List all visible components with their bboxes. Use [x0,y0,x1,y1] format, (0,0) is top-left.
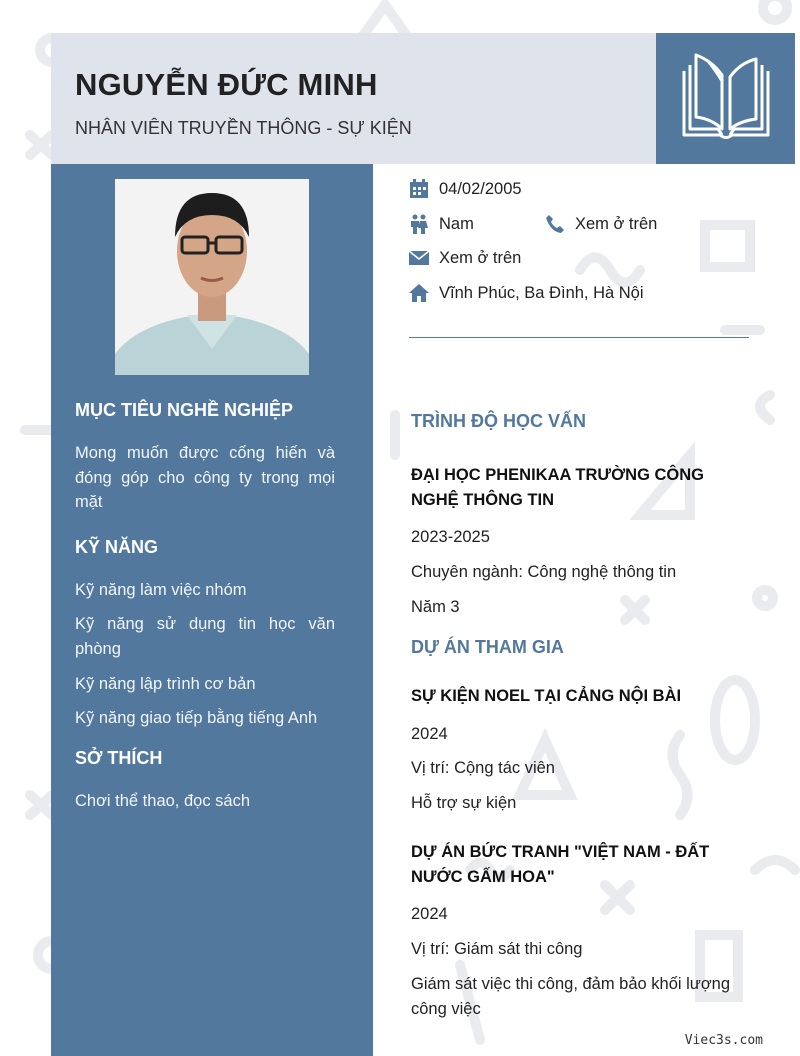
project-name: SỰ KIỆN NOEL TẠI CẢNG NỘI BÀI [411,687,682,705]
project-year: 2024 [411,905,448,923]
education-period: 2023-2025 [411,528,490,546]
project-name: DỰ ÁN BỨC TRANH "VIỆT NAM - ĐẤT NƯỚC GẤM HOA" [411,843,710,886]
book-icon [678,51,774,143]
gender-row [409,214,474,234]
email-row [409,248,521,268]
sidebar [51,164,373,1056]
education-year: Năm 3 [411,598,460,616]
project-desc: Hỗ trợ sự kiện [411,794,517,812]
address-value: Vĩnh Phúc, Ba Đình, Hà Nội [439,283,644,302]
address-row [409,283,644,303]
divider [409,337,749,338]
project-year: 2024 [411,725,448,743]
main-content [373,164,773,1056]
watermark: Viec3s.com [684,1033,763,1048]
skill-item: Kỹ năng lập trình cơ bản [75,675,256,693]
education-title: TRÌNH ĐỘ HỌC VẤN [411,411,586,431]
email-icon [409,248,429,268]
candidate-name: NGUYỄN ĐỨC MINH [75,67,378,102]
skill-item: Kỹ năng làm việc nhóm [75,581,247,599]
birthday-value: 04/02/2005 [439,179,522,198]
hobbies-title: SỞ THÍCH [75,748,163,768]
objective-text: Mong muốn được cống hiến và đóng góp cho công ty trong mọi mặt [75,444,335,511]
job-title: NHÂN VIÊN TRUYỀN THÔNG - SỰ KIỆN [75,118,412,138]
birthday-row [409,179,522,199]
hobbies-text: Chơi thể thao, đọc sách [75,792,251,810]
phone-row [545,214,657,234]
profile-photo [115,179,309,375]
gender-icon [409,214,429,234]
logo-box [656,33,795,164]
phone-icon [545,214,565,234]
header-banner [51,33,656,164]
project-role: Vị trí: Cộng tác viên [411,759,555,777]
calendar-icon [409,179,429,199]
school-name: ĐẠI HỌC PHENIKAA TRƯỜNG CÔNG NGHỆ THÔNG TIN [411,466,704,509]
objective-title: MỤC TIÊU NGHỀ NGHIỆP [75,400,294,420]
project-role: Vị trí: Giám sát thi công [411,940,583,958]
skill-item: Kỹ năng giao tiếp bằng tiếng Anh [75,709,318,727]
skill-item: Kỹ năng sử dụng tin học văn phòng [75,615,335,658]
skills-title: KỸ NĂNG [75,537,159,557]
email-value[interactable]: Xem ở trên [439,248,522,267]
projects-title: DỰ ÁN THAM GIA [411,637,564,657]
project-desc: Giám sát việc thi công, đảm bảo khối lượng công việc [411,975,731,1018]
education-major: Chuyên ngành: Công nghệ thông tin [411,563,677,581]
gender-value: Nam [439,214,474,233]
phone-value[interactable]: Xem ở trên [575,214,658,233]
home-icon [409,283,429,303]
